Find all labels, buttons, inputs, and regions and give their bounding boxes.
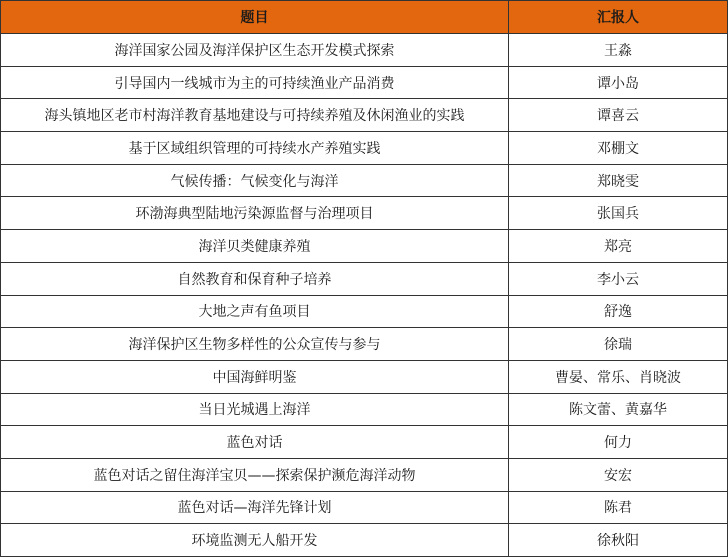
topic-cell: 环渤海典型陆地污染源监督与治理项目 (1, 197, 509, 230)
reporter-cell: 邓棚文 (509, 132, 728, 165)
reporter-cell: 徐秋阳 (509, 524, 728, 557)
table-row (1, 360, 728, 393)
table-row (1, 393, 728, 426)
topic-cell: 气候传播：气候变化与海洋 (1, 164, 509, 197)
table-body (1, 34, 728, 557)
reporter-cell: 何力 (509, 426, 728, 459)
table-row (1, 328, 728, 361)
topic-cell: 引导国内一线城市为主的可持续渔业产品消费 (1, 66, 509, 99)
topic-cell: 自然教育和保育种子培养 (1, 262, 509, 295)
table-row (1, 524, 728, 557)
table-row (1, 197, 728, 230)
reporter-cell: 郑亮 (509, 230, 728, 263)
reporter-cell: 谭喜云 (509, 99, 728, 132)
reporter-cell: 曹晏、常乐、肖晓波 (509, 360, 728, 393)
table-row (1, 491, 728, 524)
table-row (1, 66, 728, 99)
topic-cell: 蓝色对话之留住海洋宝贝——探索保护濒危海洋动物 (1, 458, 509, 491)
topic-cell: 海洋贝类健康养殖 (1, 230, 509, 263)
table-row (1, 230, 728, 263)
reporter-cell: 郑晓雯 (509, 164, 728, 197)
table-header (1, 1, 728, 34)
reporter-cell: 王淼 (509, 34, 728, 67)
header-row (1, 1, 728, 34)
table-row (1, 426, 728, 459)
table-row (1, 458, 728, 491)
table-row (1, 164, 728, 197)
reporter-cell: 张国兵 (509, 197, 728, 230)
topic-cell: 海头镇地区老市村海洋教育基地建设与可持续养殖及休闲渔业的实践 (1, 99, 509, 132)
topic-cell: 中国海鲜明鉴 (1, 360, 509, 393)
reporter-cell: 陈君 (509, 491, 728, 524)
reporter-cell: 徐瑞 (509, 328, 728, 361)
table-row (1, 295, 728, 328)
topic-cell: 海洋国家公园及海洋保护区生态开发模式探索 (1, 34, 509, 67)
column-header-title: 题目 (1, 1, 509, 34)
table-row (1, 132, 728, 165)
table-row (1, 262, 728, 295)
topic-cell: 海洋保护区生物多样性的公众宣传与参与 (1, 328, 509, 361)
reporter-cell: 舒逸 (509, 295, 728, 328)
reporter-cell: 李小云 (509, 262, 728, 295)
topic-cell: 蓝色对话 (1, 426, 509, 459)
topic-cell: 当日光城遇上海洋 (1, 393, 509, 426)
topic-cell: 大地之声有鱼项目 (1, 295, 509, 328)
reporter-cell: 陈文蕾、黄嘉华 (509, 393, 728, 426)
table-row (1, 34, 728, 67)
table-row (1, 99, 728, 132)
topic-cell: 基于区域组织管理的可持续水产养殖实践 (1, 132, 509, 165)
reporter-cell: 谭小岛 (509, 66, 728, 99)
column-header-reporter: 汇报人 (509, 1, 728, 34)
topic-cell: 环境监测无人船开发 (1, 524, 509, 557)
reporter-cell: 安宏 (509, 458, 728, 491)
topic-cell: 蓝色对话—海洋先锋计划 (1, 491, 509, 524)
